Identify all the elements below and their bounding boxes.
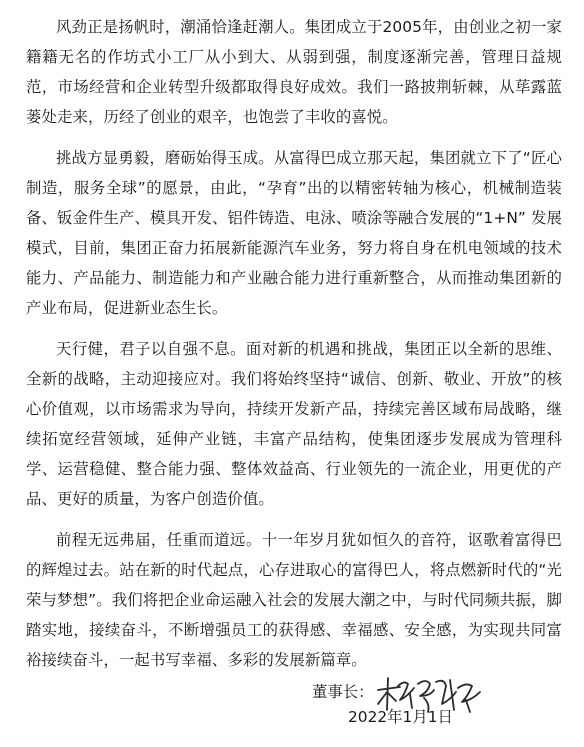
letter-body — [26, 12, 562, 686]
paragraph-2: 挑战方显勇毅，磨砺始得玉成。从富得巴成立那天起，集团就立下了“匠心制造，服务全球”的愿景，由此，“孕育”出的以精密转轴为核心，机械制造装备、钣金件生产、模具开发、铝件铸造、电泳、喷涂等融合发展的“1+N” 发展模式，目前，集团正奋力拓展新能源汽车业务，努力将自身在机电领域的技术能力、产品能力、制造能力和产业融合能力进行重新整合，从而推动集团新的产业布局，促进新业态生长。 — [26, 149, 562, 317]
paragraph-1: 风劲正是扬帆时，潮涌恰逢赶潮人。集团成立于2005年，由创业之初一家籍籍无名的作坊式小工厂从小到大、从弱到强，制度逐渐完善，管理日益规范，市场经营和企业转型升级都取得良好成效。我们一路披荆斩棘，从荜露蓝蒌处走来，历经了创业的艰辛，也饱尝了丰收的喜悦。 — [26, 18, 562, 126]
letter-date: 2022年1月1日 — [348, 708, 453, 726]
paragraph-4: 前程无远弗届，任重而道远。十一年岁月犹如恒久的音符，讴歌着富得巴的辉煌过去。站在新的时代起点，心存进取心的富得巴人，将点燃新时代的“光荣与梦想”。我们将把企业命运融入社会的发展大潮之中，与时代同频共振，脚踏实地，接续奋斗，不断增强员工的获得感、幸福感、安全感，为实现共同富裕接续奋斗，一起书写幸福、多彩的发展新篇章。 — [26, 531, 562, 669]
chairman-label: 董事长： — [312, 683, 374, 701]
paragraph-3: 天行健，君子以自强不息。面对新的机遇和挑战，集团正以全新的思维、全新的战略，主动迎接应对。我们将始终坚持“诚信、创新、敬业、开放”的核心价值观，以市场需求为导向，持续开发新产品，持续完善区域布局战略，继续拓宽经营领域，延伸产业链，丰富产品结构，使集团逐步发展成为管理科学、运营稳健、整合能力强、整体效益高、行业领先的一流企业，用更优的产品、更好的质量，为客户创造价值。 — [26, 340, 562, 508]
